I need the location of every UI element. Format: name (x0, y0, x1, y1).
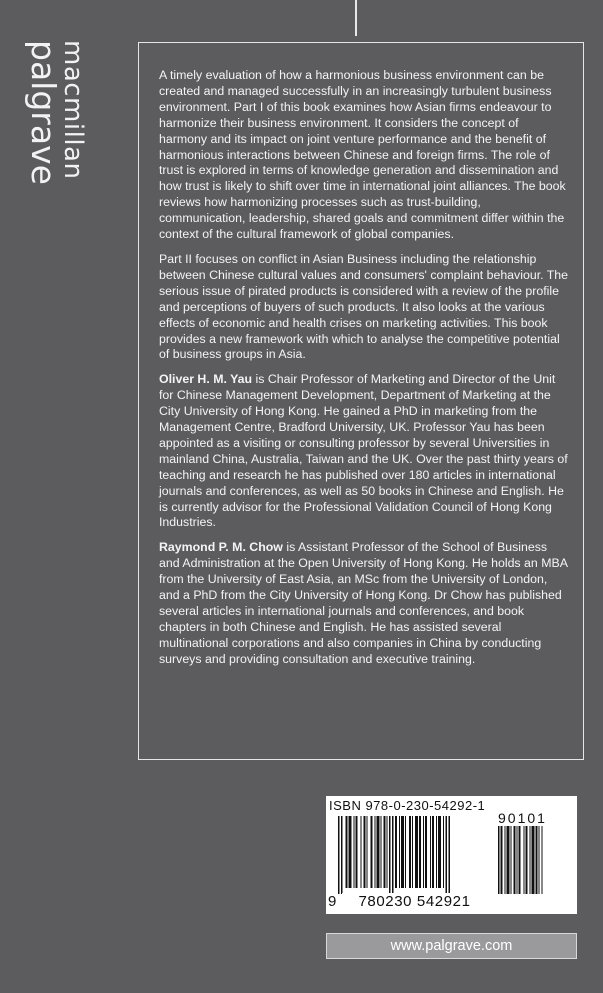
barcode-bar (381, 816, 382, 888)
barcode-bar (409, 816, 411, 888)
barcode-bar (349, 816, 352, 888)
barcode-bar (346, 816, 348, 888)
barcode-bar (532, 826, 535, 894)
barcode-bar (361, 816, 362, 888)
author-name-2: Raymond P. M. Chow (159, 540, 283, 555)
barcode-bar (446, 816, 448, 894)
barcode-bar (405, 816, 406, 888)
isbn-label: ISBN 978-0-230-54292-1 (329, 798, 486, 813)
isbn-barcode-panel (326, 796, 577, 914)
spine-divider-line (355, 0, 357, 36)
barcode-bar (415, 816, 418, 888)
barcode-bar (401, 816, 404, 888)
barcode-bar (530, 826, 531, 894)
barcode-bar (438, 816, 441, 888)
barcode-bar (377, 816, 380, 888)
author-bio-text-2: is Assistant Professor of the School of Business and Administration at the Open University of Hong Kong. He holds an MBA from the University of East Asia, an MSc from the University of London, and a PhD from the City University of Hong Kong. Dr Chow has published several articles in international journals and conferences, and book chapters in both Chinese and English. He has assisted several multinational corporations and also companies in China by conducting surveys and providing consultation and executive training. (159, 540, 568, 666)
barcode-bar (341, 816, 343, 894)
barcode-bar (338, 816, 340, 894)
author-bio-1 (159, 372, 569, 531)
barcode-bar (505, 826, 506, 894)
barcode-bar (387, 816, 388, 888)
barcode-bar (375, 816, 376, 888)
barcode-bar (507, 826, 510, 894)
author-name-1: Oliver H. M. Yau (159, 372, 253, 387)
barcode-bar (443, 816, 444, 888)
barcode-bar (449, 816, 451, 894)
barcode-bar (501, 826, 503, 894)
barcode-bar (524, 826, 525, 894)
barcode-bar (542, 826, 543, 894)
barcode-bar (423, 816, 424, 888)
author-bio-2 (159, 540, 569, 667)
barcode-bar (389, 816, 391, 894)
barcode-bar (498, 826, 500, 894)
barcode-bar (367, 816, 368, 888)
blurb-paragraph-1: A timely evaluation of how a harmonious business environment can be created and managed successfully in an increasingly turbulent business environment. Part I of this book examines how Asian firms endeavour to harmonize their business environment. It considers the concept of harmony and its impact on joint venture performance and the benefit of harmonious interactions between Chinese and foreign firms. The role of trust is explored in terms of knowledge generation and dissemination and how trust is likely to shift over time in international joint alliances. The book reviews how harmonizing processes such as trust-building, communication, leadership, shared goals and commitment differ within the context of the cultural framework of global companies. (159, 68, 566, 242)
barcode-bar (356, 816, 358, 888)
barcode-bar (364, 816, 366, 888)
logo-word-palgrave: palgrave (24, 40, 63, 185)
barcode-bar (526, 826, 528, 894)
barcode-bar (392, 816, 394, 894)
barcode-bar (514, 826, 516, 894)
barcode-bar (539, 826, 540, 894)
barcode-bar (412, 816, 413, 888)
barcode-bar (399, 816, 400, 888)
barcode-bar (519, 826, 521, 894)
author-bio-text-1: is Chair Professor of Marketing and Director of the Unit for Chinese Management Development, Department of Marketing at the City University of Hong Kong. He gained a PhD in marketing from the Management Centre, Bradford University, UK. Professor Yau has been appointed as a visiting or consulting professor by several Universities in mainland China, Australia, Taiwan and the UK. Over the past thirty years of teaching and research he has published over 180 articles in international journals and conferences, as well as 50 books in Chinese and English. He is currently advisor for the Professional Validation Council of Hong Kong Industries. (159, 372, 568, 530)
barcode-bar (395, 816, 397, 888)
barcode-bar (419, 816, 421, 888)
ean-barcode (338, 816, 490, 894)
barcode-bar (384, 816, 386, 888)
website-url[interactable]: www.palgrave.com (326, 933, 577, 959)
publisher-logo (24, 40, 92, 200)
addon-barcode (498, 826, 558, 894)
barcode-bar (354, 816, 355, 888)
barcode-bar (430, 816, 431, 888)
barcode-bar (536, 826, 538, 894)
price-addon-digits: 90101 (498, 810, 547, 826)
ean-lead-digit: 9 (328, 893, 337, 910)
ean-digits: 780230 542921 (342, 893, 487, 910)
barcode-bar (432, 816, 434, 888)
blurb-paragraph-2: Part II focuses on conflict in Asian Business including the relationship between Chinese cultural values and consumers' complaint behaviour. The serious issue of pirated products is considered with a review of the profile and perceptions of buyers of such products. It also looks at the various effects of economic and health crises on marketing activities. This book provides a new framework with which to analyse the competitive potential of business groups in Asia. (159, 251, 569, 362)
barcode-bar (517, 826, 518, 894)
barcode-bar (511, 826, 512, 894)
barcode-bar (371, 816, 373, 888)
barcode-bar (436, 816, 437, 888)
blurb-box (138, 42, 584, 760)
logo-word-macmillan: macmillan (58, 40, 88, 180)
barcode-bar (425, 816, 427, 888)
